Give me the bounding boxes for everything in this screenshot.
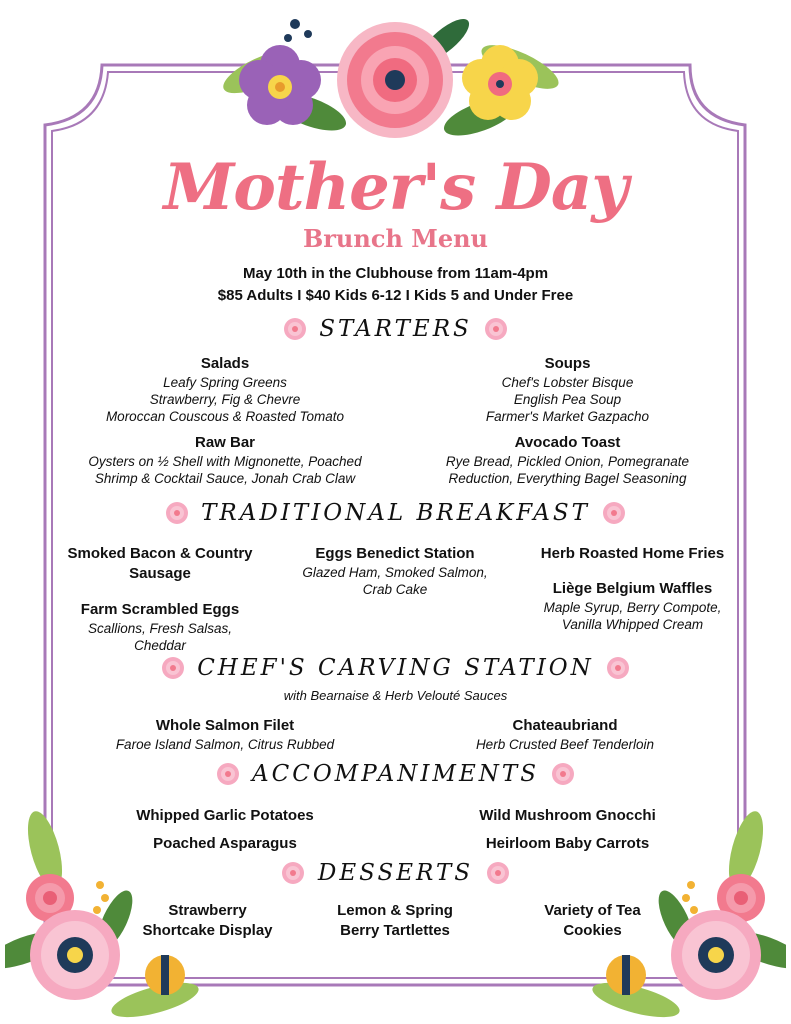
rose-icon	[602, 501, 626, 525]
dessert-line: Strawberry	[168, 902, 247, 919]
section-title: TRADITIONAL BREAKFAST	[201, 500, 590, 526]
menu-group-soups	[400, 354, 735, 425]
accompaniment-item: Whipped Garlic Potatoes	[136, 807, 314, 824]
menu-item: Strawberry, Fig & Chevre	[149, 392, 301, 407]
section-title: CHEF'S CARVING STATION	[197, 655, 594, 681]
menu-item: Vanilla Whipped Cream	[561, 617, 704, 632]
menu-heading: Raw Bar	[194, 434, 256, 451]
rose-icon	[216, 762, 240, 786]
rose-icon	[281, 861, 305, 885]
menu-group-waffles	[520, 579, 745, 633]
menu-item: Cheddar	[134, 638, 186, 653]
menu-heading: Salads	[200, 355, 250, 372]
menu-item: Chef's Lobster Bisque	[501, 375, 634, 390]
section-title: ACCOMPANIMENTS	[252, 761, 539, 787]
accompaniment-item: Wild Mushroom Gnocchi	[479, 807, 656, 824]
dessert-tartlettes	[310, 901, 480, 941]
menu-group-scrambled-eggs	[55, 600, 265, 654]
menu-heading: Whole Salmon Filet	[155, 717, 295, 734]
menu-item: Maple Syrup, Berry Compote,	[543, 600, 722, 615]
rose-icon	[484, 317, 508, 341]
menu-item: Farmer's Market Gazpacho	[485, 409, 650, 424]
menu-group-chateaubriand	[420, 716, 710, 753]
menu-heading: Soups	[544, 355, 591, 372]
menu-item: Reduction, Everything Bagel Seasoning	[448, 471, 687, 486]
menu-item: Oysters on ½ Shell with Mignonette, Poached	[88, 454, 362, 469]
menu-heading: Avocado Toast	[514, 434, 621, 451]
section-title: STARTERS	[319, 316, 472, 342]
pricing-details: $85 Adults I $40 Kids 6-12 I Kids 5 and Under Free	[217, 287, 574, 304]
section-starters	[0, 316, 791, 350]
menu-item: Glazed Ham, Smoked Salmon,	[302, 565, 488, 580]
menu-item: Faroe Island Salmon, Citrus Rubbed	[115, 737, 335, 752]
section-desserts	[0, 860, 791, 894]
menu-item: Leafy Spring Greens	[163, 375, 287, 390]
menu-heading: Sausage	[129, 565, 191, 582]
section-accompaniments	[0, 761, 791, 795]
menu-group-raw-bar	[55, 433, 395, 487]
menu-group-eggs-benedict	[280, 544, 510, 598]
menu-heading: Herb Roasted Home Fries	[540, 545, 725, 562]
rose-icon	[165, 501, 189, 525]
menu-heading: Chateaubriand	[512, 717, 618, 734]
rose-icon	[551, 762, 575, 786]
section-traditional-breakfast	[0, 500, 791, 534]
menu-item: English Pea Soup	[513, 392, 622, 407]
menu-item: Crab Cake	[362, 582, 428, 597]
menu-item: Herb Crusted Beef Tenderloin	[475, 737, 655, 752]
menu-item: Rye Bread, Pickled Onion, Pomegranate	[445, 454, 690, 469]
dessert-line: Variety of Tea	[544, 902, 641, 919]
menu-group-bacon	[55, 544, 265, 584]
top-flowers-illustration	[200, 12, 590, 147]
menu-heading: Liège Belgium Waffles	[552, 580, 713, 597]
accompaniment-item: Poached Asparagus	[153, 835, 297, 852]
page-title: Mother's Day	[163, 150, 628, 225]
section-carving-station	[0, 655, 791, 689]
menu-group-avocado-toast	[400, 433, 735, 487]
menu-item: Moroccan Couscous & Roasted Tomato	[105, 409, 345, 424]
dessert-line: Shortcake Display	[142, 922, 273, 939]
accompaniment-item: Heirloom Baby Carrots	[485, 835, 650, 852]
dessert-line: Berry Tartlettes	[340, 922, 450, 939]
menu-item: Shrimp & Cocktail Sauce, Jonah Crab Claw	[94, 471, 356, 486]
menu-heading: Eggs Benedict Station	[315, 545, 475, 562]
dessert-line: Lemon & Spring	[337, 902, 453, 919]
section-title: DESSERTS	[317, 860, 474, 886]
dessert-shortcake	[120, 901, 295, 941]
sauces-note: with Bearnaise & Herb Velouté Sauces	[283, 688, 508, 703]
page-subtitle: Brunch Menu	[303, 224, 488, 253]
menu-group-salmon	[80, 716, 370, 753]
dessert-line: Cookies	[563, 922, 622, 939]
menu-group-salads	[60, 354, 390, 425]
event-details: May 10th in the Clubhouse from 11am-4pm	[242, 265, 549, 282]
rose-icon	[283, 317, 307, 341]
menu-heading: Smoked Bacon & Country	[67, 545, 253, 562]
menu-item: Scallions, Fresh Salsas,	[87, 621, 233, 636]
rose-icon	[606, 656, 630, 680]
menu-heading: Farm Scrambled Eggs	[80, 601, 240, 618]
menu-group-home-fries	[520, 544, 745, 564]
dessert-cookies	[505, 901, 680, 941]
rose-icon	[486, 861, 510, 885]
rose-icon	[161, 656, 185, 680]
